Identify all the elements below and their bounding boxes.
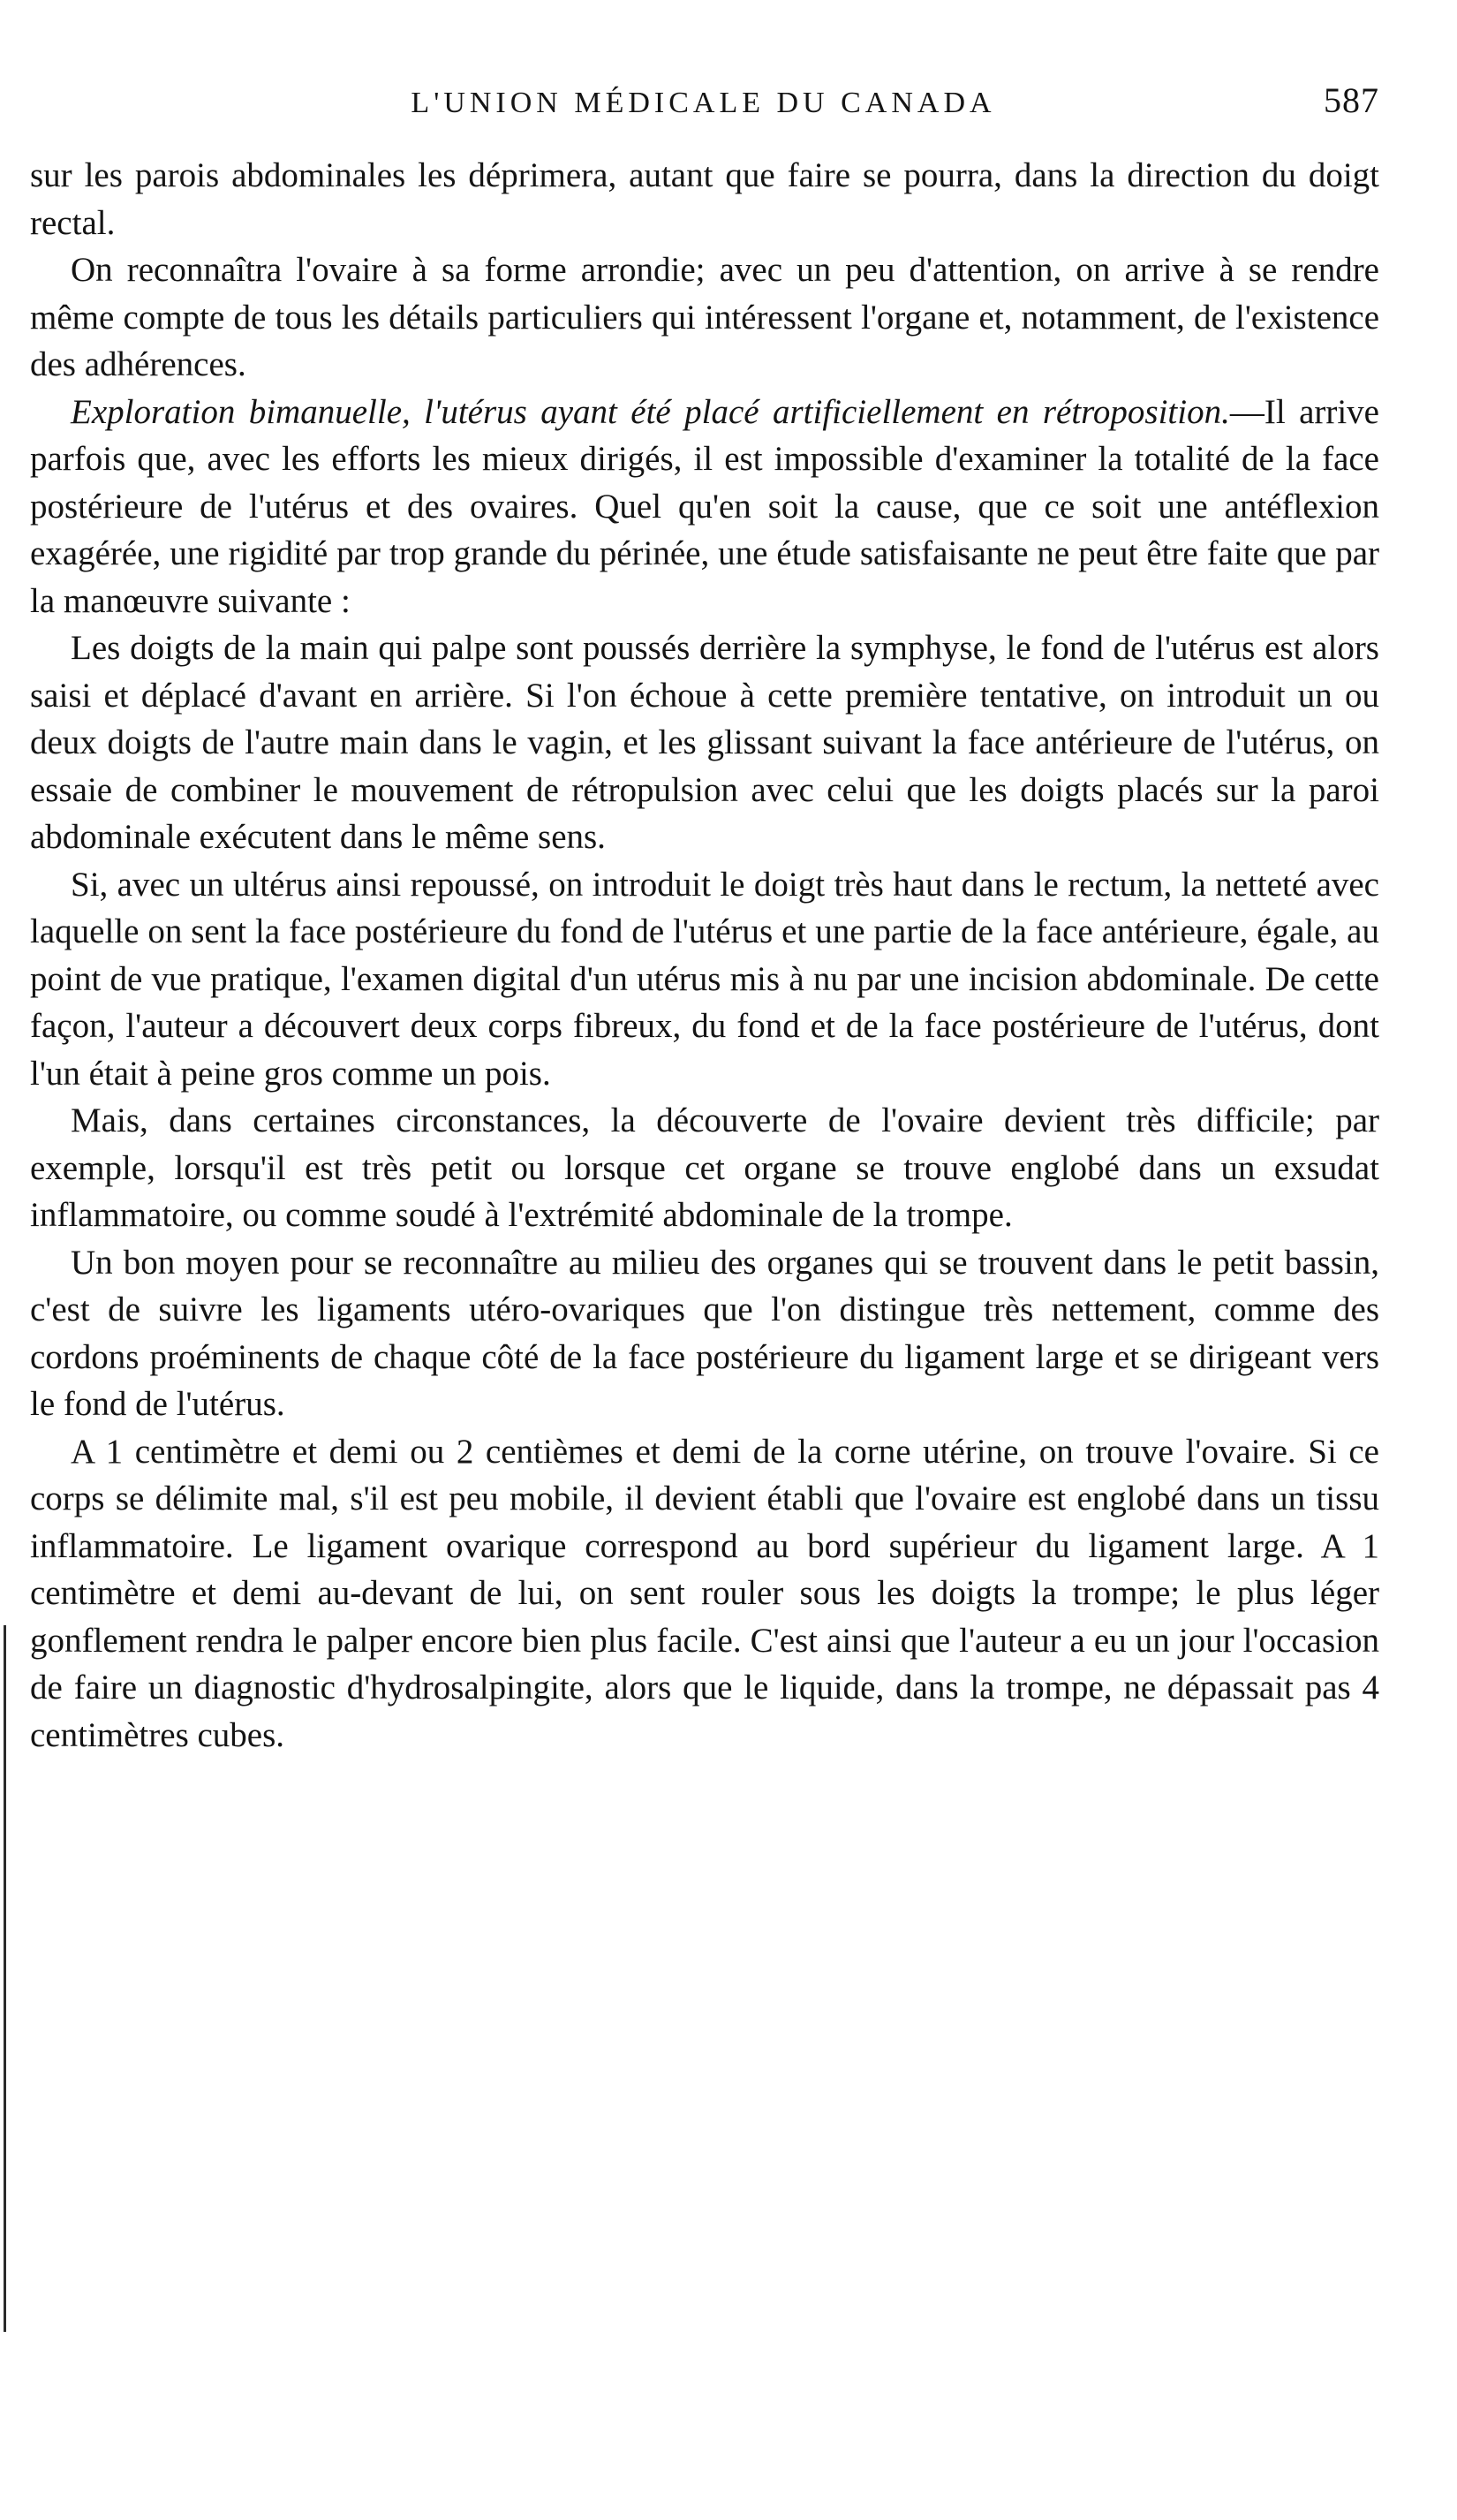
paragraph-6 (30, 1097, 1379, 1239)
paragraph-2 (30, 246, 1379, 389)
page-number: 587 (1324, 80, 1379, 120)
paragraph-text: —Il arrive parfois que, avec les efforts les mieux dirigés, il est impossible d'examiner la totalité de la face postérieure de l'utérus et des ovaires. Quel qu'en soit la cause, que ce soit une antéflexion exagérée, une rigidité par trop grande du périnée, une étude satisfaisante ne peut être faite que par la manœuvre suivante : (30, 392, 1379, 620)
paragraph-7 (30, 1239, 1379, 1428)
paragraph-text: Les doigts de la main qui palpe sont poussés derrière la symphyse, le fond de l'utérus est alors saisi et déplacé d'avant en arrière. Si l'on échoue à cette première tentative, on introduit un ou deux doigts de l'autre main dans le vagin, et les glissant suivant la face antérieure de l'utérus, on essaie de combiner le mouvement de rétropulsion avec celui que les doigts placés sur la paroi abdominale exécutent dans le même sens. (30, 629, 1379, 856)
section-heading: Exploration bimanuelle, l'utérus ayant été placé artificiellement en rétroposition. (71, 392, 1230, 431)
paragraph-text: Si, avec un ultérus ainsi repoussé, on introduit le doigt très haut dans le rectum, la netteté avec laquelle on sent la face postérieure du fond de l'utérus et une partie de la face antérieure, égale, au point de vue pratique, l'examen digital d'un utérus mis à nu par une incision abdominale. De cette façon, l'auteur a découvert deux corps fibreux, du fond et de la face postérieure de l'utérus, dont l'un était à peine gros comme un pois. (30, 865, 1379, 1093)
margin-rule (4, 1625, 6, 2332)
running-header (30, 79, 1379, 134)
paragraph-text: On reconnaîtra l'ovaire à sa forme arrondie; avec un peu d'attention, on arrive à se rendre même compte de tous les détails particuliers qui intéressent l'organe et, notamment, de l'existence des adhérences. (30, 251, 1379, 383)
paragraph-5 (30, 861, 1379, 1098)
paragraph-1 (30, 152, 1379, 246)
paragraph-text: A 1 centimètre et demi ou 2 centièmes et demi de la corne utérine, on trouve l'ovaire. Si ce corps se délimite mal, s'il est peu mobile, il devient établi que l'ovaire est englobé dans un tissu inflammatoire. Le ligament ovarique correspond au bord supérieur du ligament large. A 1 centimètre et demi au-devant de lui, on sent rouler sous les doigts la trompe; le plus léger gonflement rendra le palper encore bien plus facile. C'est ainsi que l'auteur a eu un jour l'occasion de faire un diagnostic d'hydrosalpingite, alors que le liquide, dans la trompe, ne dépassait pas 4 centimètres cubes. (30, 1432, 1379, 1754)
paragraph-3 (30, 389, 1379, 625)
article-body (30, 152, 1379, 1759)
running-title: L'UNION MÉDICALE DU CANADA (411, 87, 996, 119)
paragraph-text: Mais, dans certaines circonstances, la découverte de l'ovaire devient très difficile; par exemple, lorsqu'il est très petit ou lorsque cet organe se trouve englobé dans un exsudat inflammatoire, ou comme soudé à l'extrémité abdominale de la trompe. (30, 1101, 1379, 1234)
document-page (30, 79, 1379, 1759)
paragraph-8 (30, 1428, 1379, 1759)
paragraph-text: sur les parois abdominales les déprimera, autant que faire se pourra, dans la direction du doigt rectal. (30, 156, 1379, 242)
paragraph-text: Un bon moyen pour se reconnaître au milieu des organes qui se trouvent dans le petit bassin, c'est de suivre les ligaments utéro-ovariques que l'on distingue très nettement, comme des cordons proéminents de chaque côté de la face postérieure du ligament large et se dirigeant vers le fond de l'utérus. (30, 1243, 1379, 1423)
paragraph-4 (30, 624, 1379, 861)
